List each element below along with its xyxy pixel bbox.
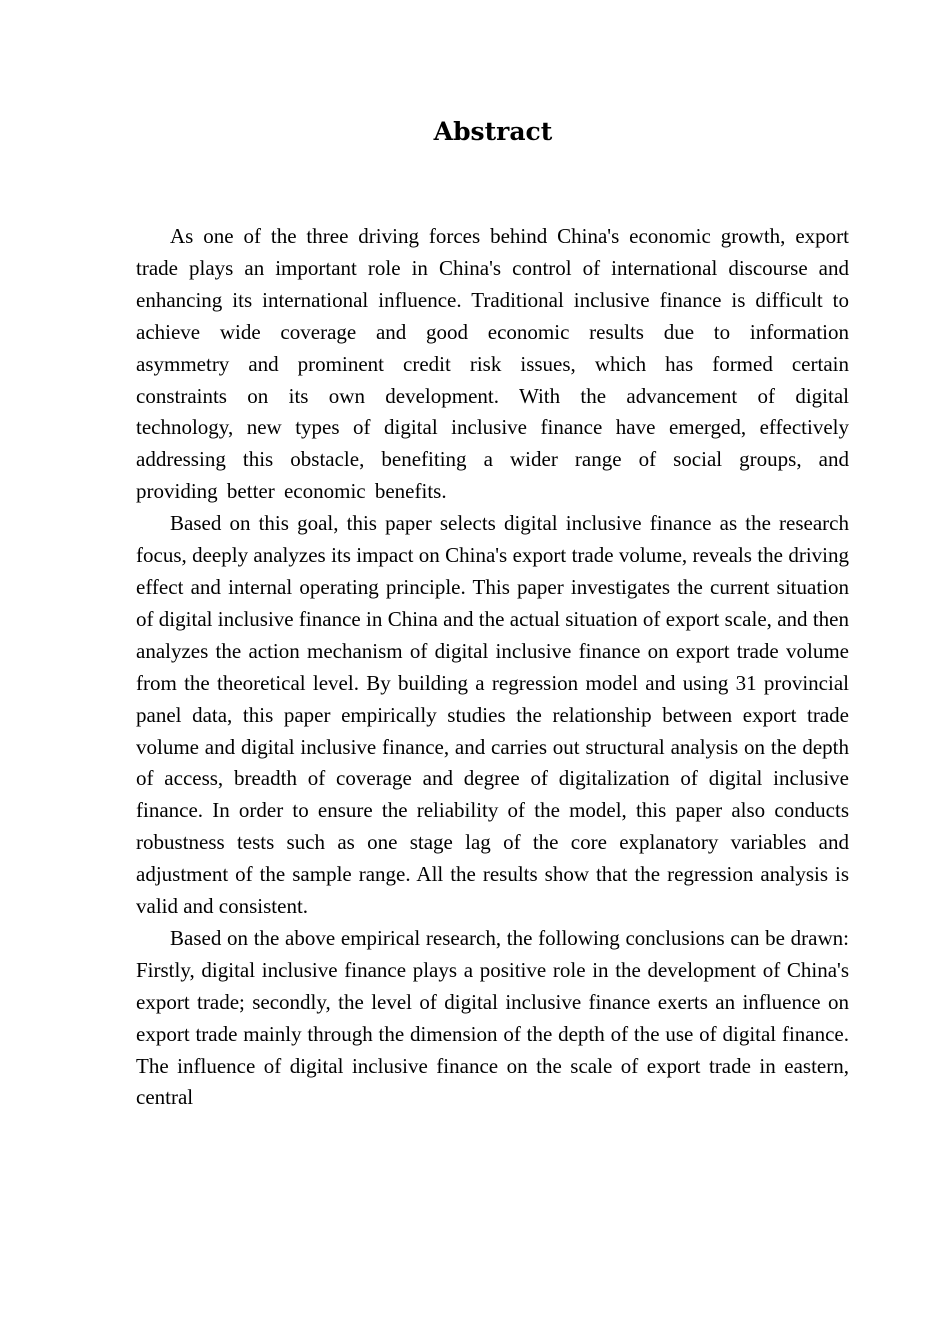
abstract-paragraph-1: As one of the three driving forces behind China's economic growth, export trade plays an important role in China's control of international discourse and enhancing its international influence. Traditional inclusive finance is difficult to achieve wide coverage and good economic results due to information asymmetry and prominent credit risk issues, which has formed certain constraints on its own development. With the advancement of digital technology, new types of digital inclusive finance have emerged, effectively addressing this obstacle, benefiting a wider range of social groups, and providing better economic benefits. (136, 224, 849, 504)
abstract-paragraph-2: Based on this goal, this paper selects digital inclusive finance as the research focus, deeply analyzes its impact on China's export trade volume, reveals the driving effect and internal operating principle. This paper investigates the current situation of digital inclusive finance in China and the actual situation of export scale, and then analyzes the action mechanism of digital inclusive finance on export trade volume from the theoretical level. By building a regression model and using 31 provincial panel data, this paper empirically studies the relationship between export trade volume and digital inclusive finance, and carries out structural analysis on the depth of access, breadth of coverage and degree of digitalization of digital inclusive finance. In order to ensure the reliability of the model, this paper also conducts robustness tests such as one stage lag of the core explanatory variables and adjustment of the sample range. All the results show that the regression analysis is valid and consistent. (136, 511, 849, 919)
abstract-paragraph-3: Based on the above empirical research, the following conclusions can be drawn: Firstly, digital inclusive finance plays a positive role in the development of China's export trade; secondly, the level of digital inclusive finance exerts an influence on export trade mainly through the dimension of the depth of the use of digital finance. The influence of digital inclusive finance on the scale of export trade in eastern, central (136, 925, 849, 1110)
abstract-body (136, 221, 849, 1114)
abstract-title: Abstract (433, 117, 553, 146)
